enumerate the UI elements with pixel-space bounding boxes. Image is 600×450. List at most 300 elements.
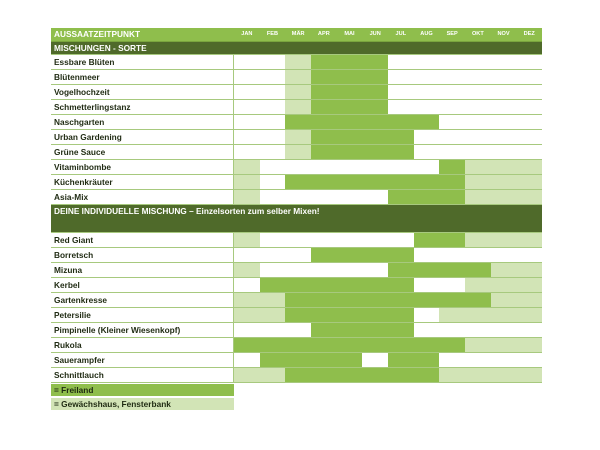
month-cell <box>516 70 542 84</box>
section-individual-title: DEINE INDIVIDUELLE MISCHUNG – Einzelsorten zum selber Mixen! <box>54 206 320 216</box>
month-cell <box>465 293 491 307</box>
month-cell <box>285 263 311 277</box>
month-cell <box>439 233 465 247</box>
month-cell <box>516 145 542 159</box>
month-cell <box>516 175 542 189</box>
month-cell <box>285 293 311 307</box>
table-row <box>51 338 542 353</box>
month-header: OKT <box>471 31 484 37</box>
plant-name: Schnittlauch <box>51 368 234 382</box>
month-cell <box>362 100 388 114</box>
month-cell <box>439 85 465 99</box>
month-cell <box>414 248 440 262</box>
month-cell <box>285 338 311 352</box>
month-cell <box>439 55 465 69</box>
month-cell <box>491 190 517 204</box>
month-cell <box>362 353 388 367</box>
month-cell <box>388 55 414 69</box>
month-cell <box>465 353 491 367</box>
table-row <box>51 293 542 308</box>
table-row <box>51 160 542 175</box>
month-cell <box>388 190 414 204</box>
month-cell <box>516 278 542 292</box>
month-cell <box>388 233 414 247</box>
month-cell <box>362 175 388 189</box>
month-cell <box>414 190 440 204</box>
month-cell <box>234 115 260 129</box>
month-cell <box>337 278 363 292</box>
month-cell <box>388 323 414 337</box>
month-cell <box>414 233 440 247</box>
month-cell <box>311 160 337 174</box>
month-cell <box>491 293 517 307</box>
month-cell <box>234 338 260 352</box>
month-cell <box>362 85 388 99</box>
month-cell <box>234 55 260 69</box>
month-cell <box>388 353 414 367</box>
month-cell <box>260 100 286 114</box>
month-header: FEB <box>266 31 279 37</box>
section-mixes-title: MISCHUNGEN - SORTE <box>54 43 147 53</box>
month-cell <box>362 293 388 307</box>
table-title: AUSSAATZEITPUNKT <box>54 29 141 39</box>
plant-name: Blütenmeer <box>51 70 234 84</box>
table-row <box>51 308 542 323</box>
month-cell <box>311 130 337 144</box>
sowing-calendar-table <box>51 28 542 383</box>
month-cell <box>491 353 517 367</box>
month-cell <box>311 293 337 307</box>
month-cell <box>260 70 286 84</box>
month-cell <box>337 190 363 204</box>
month-cell <box>311 338 337 352</box>
plant-name: Vitaminbombe <box>51 160 234 174</box>
month-cell <box>465 263 491 277</box>
month-cell <box>414 338 440 352</box>
month-cell <box>285 323 311 337</box>
month-cell <box>439 278 465 292</box>
month-cell <box>285 85 311 99</box>
month-cell <box>260 190 286 204</box>
month-cell <box>311 353 337 367</box>
month-cell <box>516 353 542 367</box>
plant-name: Küchenkräuter <box>51 175 234 189</box>
month-cell <box>516 263 542 277</box>
month-cell <box>337 70 363 84</box>
month-cell <box>414 145 440 159</box>
month-cell <box>362 278 388 292</box>
month-cell <box>234 70 260 84</box>
month-cell <box>439 338 465 352</box>
month-cell <box>388 145 414 159</box>
month-cell <box>388 160 414 174</box>
month-cell <box>465 338 491 352</box>
month-cell <box>362 338 388 352</box>
month-cell <box>260 145 286 159</box>
month-cell <box>465 323 491 337</box>
month-cell <box>491 160 517 174</box>
month-cell <box>491 248 517 262</box>
month-cell <box>516 115 542 129</box>
month-cell <box>465 368 491 382</box>
month-cell <box>414 323 440 337</box>
month-cell <box>311 175 337 189</box>
table-row <box>51 368 542 383</box>
plant-name: Red Giant <box>51 233 234 247</box>
month-cell <box>491 145 517 159</box>
month-cell <box>285 70 311 84</box>
month-cell <box>337 130 363 144</box>
month-cell <box>439 70 465 84</box>
month-cell <box>439 145 465 159</box>
month-cell <box>260 338 286 352</box>
plant-name: Borretsch <box>51 248 234 262</box>
month-cell <box>491 70 517 84</box>
month-cell <box>234 100 260 114</box>
month-cell <box>491 263 517 277</box>
month-cell <box>388 175 414 189</box>
month-cell <box>337 368 363 382</box>
month-cell <box>234 175 260 189</box>
month-cell <box>337 233 363 247</box>
month-cell <box>311 263 337 277</box>
month-cell <box>516 368 542 382</box>
month-cell <box>491 308 517 322</box>
month-cell <box>362 145 388 159</box>
month-header: AUG <box>420 31 433 37</box>
month-cell <box>234 85 260 99</box>
month-cell <box>285 190 311 204</box>
plant-name: Petersilie <box>51 308 234 322</box>
month-cell <box>337 293 363 307</box>
month-cell <box>414 175 440 189</box>
month-cell <box>439 368 465 382</box>
month-cell <box>439 130 465 144</box>
month-cell <box>285 55 311 69</box>
month-cell <box>260 85 286 99</box>
legend-freiland: = Freiland <box>51 384 234 396</box>
month-cell <box>516 85 542 99</box>
plant-name: Sauerampfer <box>51 353 234 367</box>
month-cell <box>260 160 286 174</box>
month-cell <box>234 190 260 204</box>
month-cell <box>465 233 491 247</box>
month-cell <box>439 175 465 189</box>
section-individual-row <box>51 205 542 233</box>
plant-name: Schmetterlingstanz <box>51 100 234 114</box>
plant-name: Kerbel <box>51 278 234 292</box>
month-cell <box>362 190 388 204</box>
month-cell <box>234 130 260 144</box>
table-row <box>51 130 542 145</box>
month-cell <box>285 130 311 144</box>
month-cell <box>516 100 542 114</box>
month-cell <box>491 233 517 247</box>
month-cell <box>285 308 311 322</box>
table-row <box>51 233 542 248</box>
month-cell <box>465 70 491 84</box>
month-cell <box>414 100 440 114</box>
table-row <box>51 145 542 160</box>
month-cell <box>465 278 491 292</box>
month-cell <box>516 130 542 144</box>
month-cell <box>362 233 388 247</box>
month-cell <box>337 100 363 114</box>
month-cell <box>465 175 491 189</box>
month-cell <box>414 55 440 69</box>
month-cell <box>516 190 542 204</box>
month-cell <box>362 248 388 262</box>
month-cell <box>439 323 465 337</box>
month-header: APR <box>317 31 330 37</box>
month-cell <box>234 248 260 262</box>
mix-rows <box>51 55 542 205</box>
month-cell <box>285 175 311 189</box>
month-cell <box>439 293 465 307</box>
month-cell <box>516 248 542 262</box>
month-cell <box>465 100 491 114</box>
month-cell <box>260 323 286 337</box>
month-cell <box>491 85 517 99</box>
month-cell <box>234 308 260 322</box>
month-cell <box>439 160 465 174</box>
month-cell <box>414 293 440 307</box>
month-cell <box>414 368 440 382</box>
month-cell <box>439 263 465 277</box>
month-header: DEZ <box>523 31 535 37</box>
month-cell <box>516 233 542 247</box>
month-cell <box>491 278 517 292</box>
table-row <box>51 353 542 368</box>
month-header: SEP <box>446 31 458 37</box>
month-cell <box>337 353 363 367</box>
month-cell <box>516 323 542 337</box>
month-cell <box>260 308 286 322</box>
month-cell <box>388 368 414 382</box>
month-cell <box>414 160 440 174</box>
month-cell <box>234 233 260 247</box>
table-row <box>51 100 542 115</box>
month-cell <box>285 115 311 129</box>
month-cell <box>439 100 465 114</box>
month-cell <box>491 323 517 337</box>
month-cell <box>439 190 465 204</box>
month-cell <box>362 160 388 174</box>
month-cell <box>491 338 517 352</box>
month-cell <box>516 293 542 307</box>
month-cell <box>491 368 517 382</box>
table-row <box>51 323 542 338</box>
month-cell <box>414 130 440 144</box>
month-cell <box>388 85 414 99</box>
month-cell <box>362 308 388 322</box>
month-cell <box>311 278 337 292</box>
month-header: MÄR <box>291 31 305 37</box>
month-cell <box>491 55 517 69</box>
month-cell <box>465 115 491 129</box>
legend-gewaechshaus: = Gewächshaus, Fensterbank <box>51 398 234 410</box>
month-cell <box>311 145 337 159</box>
month-cell <box>234 368 260 382</box>
month-cell <box>337 115 363 129</box>
month-cell <box>285 368 311 382</box>
month-cell <box>337 338 363 352</box>
month-header: JUL <box>395 31 407 37</box>
month-cell <box>388 100 414 114</box>
month-cell <box>439 353 465 367</box>
table-row <box>51 175 542 190</box>
month-cell <box>414 263 440 277</box>
month-cell <box>260 115 286 129</box>
month-cell <box>465 85 491 99</box>
month-cell <box>234 278 260 292</box>
plant-name: Vogelhochzeit <box>51 85 234 99</box>
month-cell <box>388 263 414 277</box>
month-cell <box>260 368 286 382</box>
month-cell <box>516 308 542 322</box>
month-cell <box>465 190 491 204</box>
month-cell <box>439 308 465 322</box>
month-cell <box>465 160 491 174</box>
month-cell <box>311 70 337 84</box>
month-cell <box>285 353 311 367</box>
table-row <box>51 85 542 100</box>
table-row <box>51 278 542 293</box>
table-row <box>51 248 542 263</box>
month-cell <box>234 293 260 307</box>
month-cell <box>465 308 491 322</box>
month-cell <box>414 278 440 292</box>
month-cell <box>260 263 286 277</box>
month-cell <box>234 145 260 159</box>
month-cell <box>362 130 388 144</box>
month-cell <box>388 115 414 129</box>
month-header: MAI <box>344 31 355 37</box>
table-row <box>51 115 542 130</box>
month-cell <box>414 85 440 99</box>
plant-name: Mizuna <box>51 263 234 277</box>
month-cell <box>311 308 337 322</box>
month-header: NOV <box>497 31 510 37</box>
month-cell <box>337 145 363 159</box>
plant-name: Naschgarten <box>51 115 234 129</box>
month-cell <box>234 353 260 367</box>
month-cell <box>388 308 414 322</box>
month-cell <box>362 368 388 382</box>
month-cell <box>516 55 542 69</box>
month-cell <box>337 323 363 337</box>
month-cell <box>362 55 388 69</box>
month-cell <box>465 55 491 69</box>
month-cell <box>516 338 542 352</box>
legend <box>51 384 234 412</box>
month-cell <box>260 233 286 247</box>
plant-name: Pimpinelle (Kleiner Wiesenkopf) <box>51 323 234 337</box>
month-cell <box>388 338 414 352</box>
month-cell <box>388 130 414 144</box>
month-cell <box>311 190 337 204</box>
month-cell <box>311 100 337 114</box>
table-row <box>51 55 542 70</box>
plant-name: Asia-Mix <box>51 190 234 204</box>
month-cell <box>337 175 363 189</box>
table-row <box>51 70 542 85</box>
month-cell <box>439 115 465 129</box>
plant-name: Urban Gardening <box>51 130 234 144</box>
month-cell <box>362 70 388 84</box>
month-cell <box>337 160 363 174</box>
month-cell <box>362 263 388 277</box>
month-cell <box>439 248 465 262</box>
month-cell <box>388 278 414 292</box>
month-cell <box>260 130 286 144</box>
month-cell <box>234 160 260 174</box>
month-cell <box>516 160 542 174</box>
month-cell <box>337 55 363 69</box>
month-cell <box>337 85 363 99</box>
month-cell <box>260 293 286 307</box>
month-cell <box>285 160 311 174</box>
month-cell <box>311 368 337 382</box>
month-cell <box>260 353 286 367</box>
section-mixes-row <box>51 42 542 55</box>
month-cell <box>465 145 491 159</box>
month-cell <box>260 175 286 189</box>
table-header-row <box>51 28 542 42</box>
month-cell <box>491 130 517 144</box>
plant-name: Essbare Blüten <box>51 55 234 69</box>
plant-name: Grüne Sauce <box>51 145 234 159</box>
month-cell <box>260 55 286 69</box>
month-cell <box>285 248 311 262</box>
month-header: JUN <box>369 31 381 37</box>
month-cell <box>311 233 337 247</box>
month-cell <box>337 308 363 322</box>
month-cell <box>388 70 414 84</box>
table-row <box>51 190 542 205</box>
month-cell <box>414 70 440 84</box>
month-cell <box>491 175 517 189</box>
month-cell <box>285 100 311 114</box>
month-cell <box>362 115 388 129</box>
single-rows <box>51 233 542 383</box>
month-cell <box>285 145 311 159</box>
month-cell <box>414 115 440 129</box>
month-cell <box>337 263 363 277</box>
month-header: JAN <box>241 31 253 37</box>
month-cell <box>285 278 311 292</box>
month-cell <box>465 130 491 144</box>
month-cell <box>311 115 337 129</box>
month-cell <box>414 353 440 367</box>
plant-name: Gartenkresse <box>51 293 234 307</box>
month-cell <box>260 278 286 292</box>
month-cell <box>260 248 286 262</box>
month-cell <box>311 55 337 69</box>
month-cell <box>414 308 440 322</box>
month-cell <box>285 233 311 247</box>
month-cell <box>234 323 260 337</box>
table-row <box>51 263 542 278</box>
month-cell <box>311 248 337 262</box>
month-cell <box>465 248 491 262</box>
month-cell <box>491 100 517 114</box>
month-cell <box>311 85 337 99</box>
month-cell <box>491 115 517 129</box>
month-cell <box>234 263 260 277</box>
month-cell <box>362 323 388 337</box>
month-cell <box>337 248 363 262</box>
